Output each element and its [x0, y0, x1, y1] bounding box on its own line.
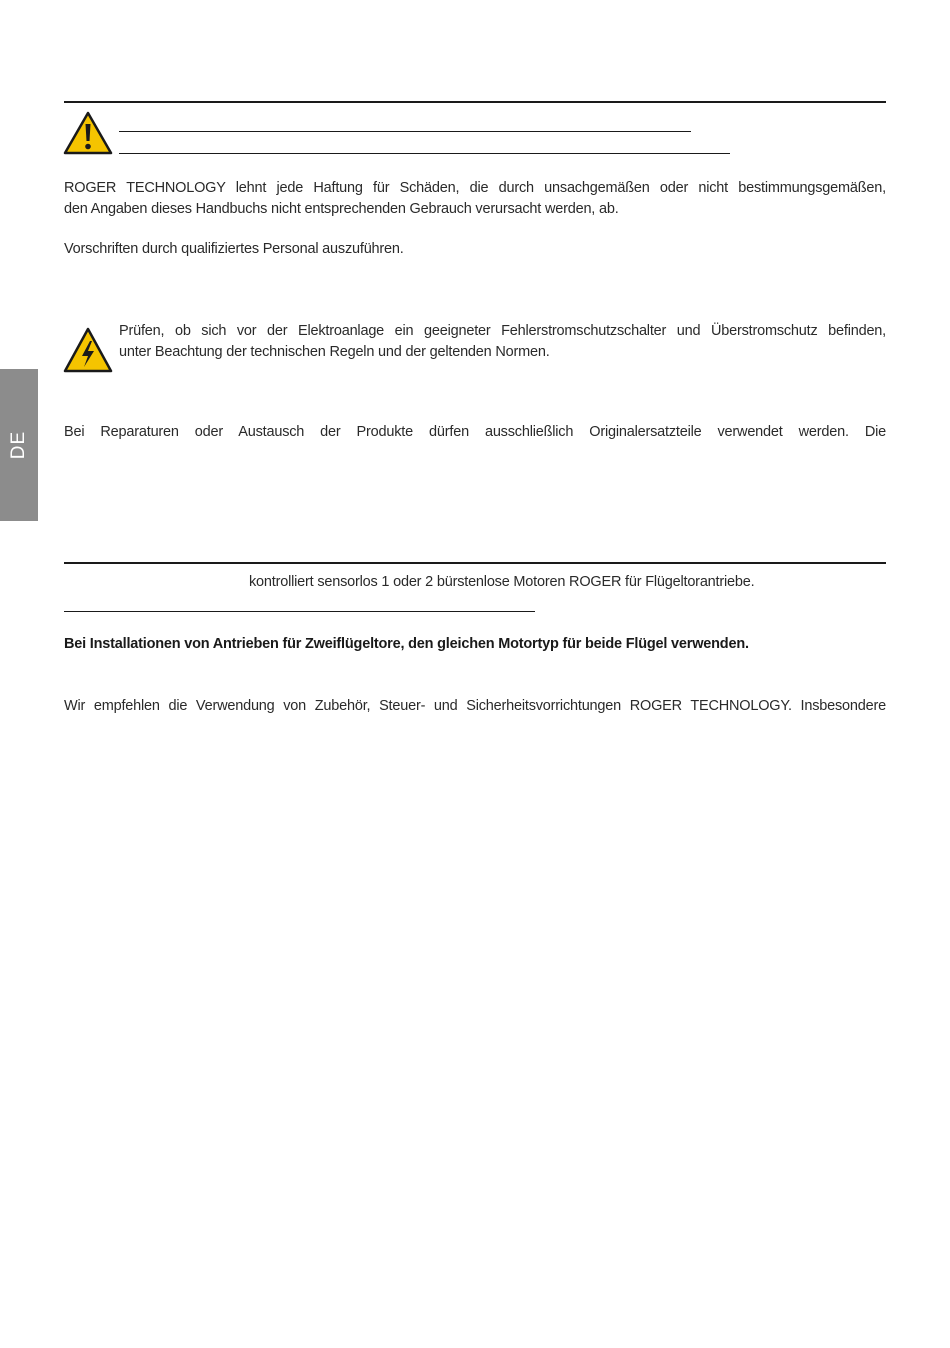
warning-line-2 — [119, 153, 730, 154]
warning-triangle-icon — [63, 111, 113, 155]
section-rule-middle — [64, 562, 886, 564]
controller-text: kontrolliert sensorlos 1 oder 2 bürstenlose Motoren ROGER für Flügeltorantriebe. — [249, 574, 755, 590]
warning-line-1 — [119, 131, 691, 132]
electrical-line-1: Prüfen, ob sich vor der Elektroanlage ein geeigneter Fehlerstromschutzschalter und Überstromschutz befinden, — [119, 323, 886, 339]
repairs-text: Bei Reparaturen oder Austausch der Produkte dürfen ausschließlich Originalersatzteile verwendet werden. Die — [64, 424, 886, 440]
liability-line-2: den Angaben dieses Handbuchs nicht entsprechenden Gebrauch verursacht werden, ab. — [64, 201, 619, 217]
liability-line-1: ROGER TECHNOLOGY lehnt jede Haftung für Schäden, die durch unsachgemäßen oder nicht bestimmungsgemäßen, — [64, 180, 886, 196]
language-tab-label: DE — [8, 430, 29, 460]
accessories-text: Wir empfehlen die Verwendung von Zubehör, Steuer- und Sicherheitsvorrichtungen ROGER TECHNOLOGY. Insbesondere — [64, 698, 886, 714]
language-tab — [0, 369, 38, 521]
electrical-line-2: unter Beachtung der technischen Regeln und der geltenden Normen. — [119, 344, 550, 360]
double-gate-notice: Bei Installationen von Antrieben für Zweiflügeltore, den gleichen Motortyp für beide Flügel verwenden. — [64, 636, 749, 652]
electrical-hazard-icon — [63, 327, 113, 373]
controller-underline — [64, 611, 535, 612]
section-rule-top — [64, 101, 886, 103]
regulations-text: Vorschriften durch qualifiziertes Personal auszuführen. — [64, 241, 404, 257]
